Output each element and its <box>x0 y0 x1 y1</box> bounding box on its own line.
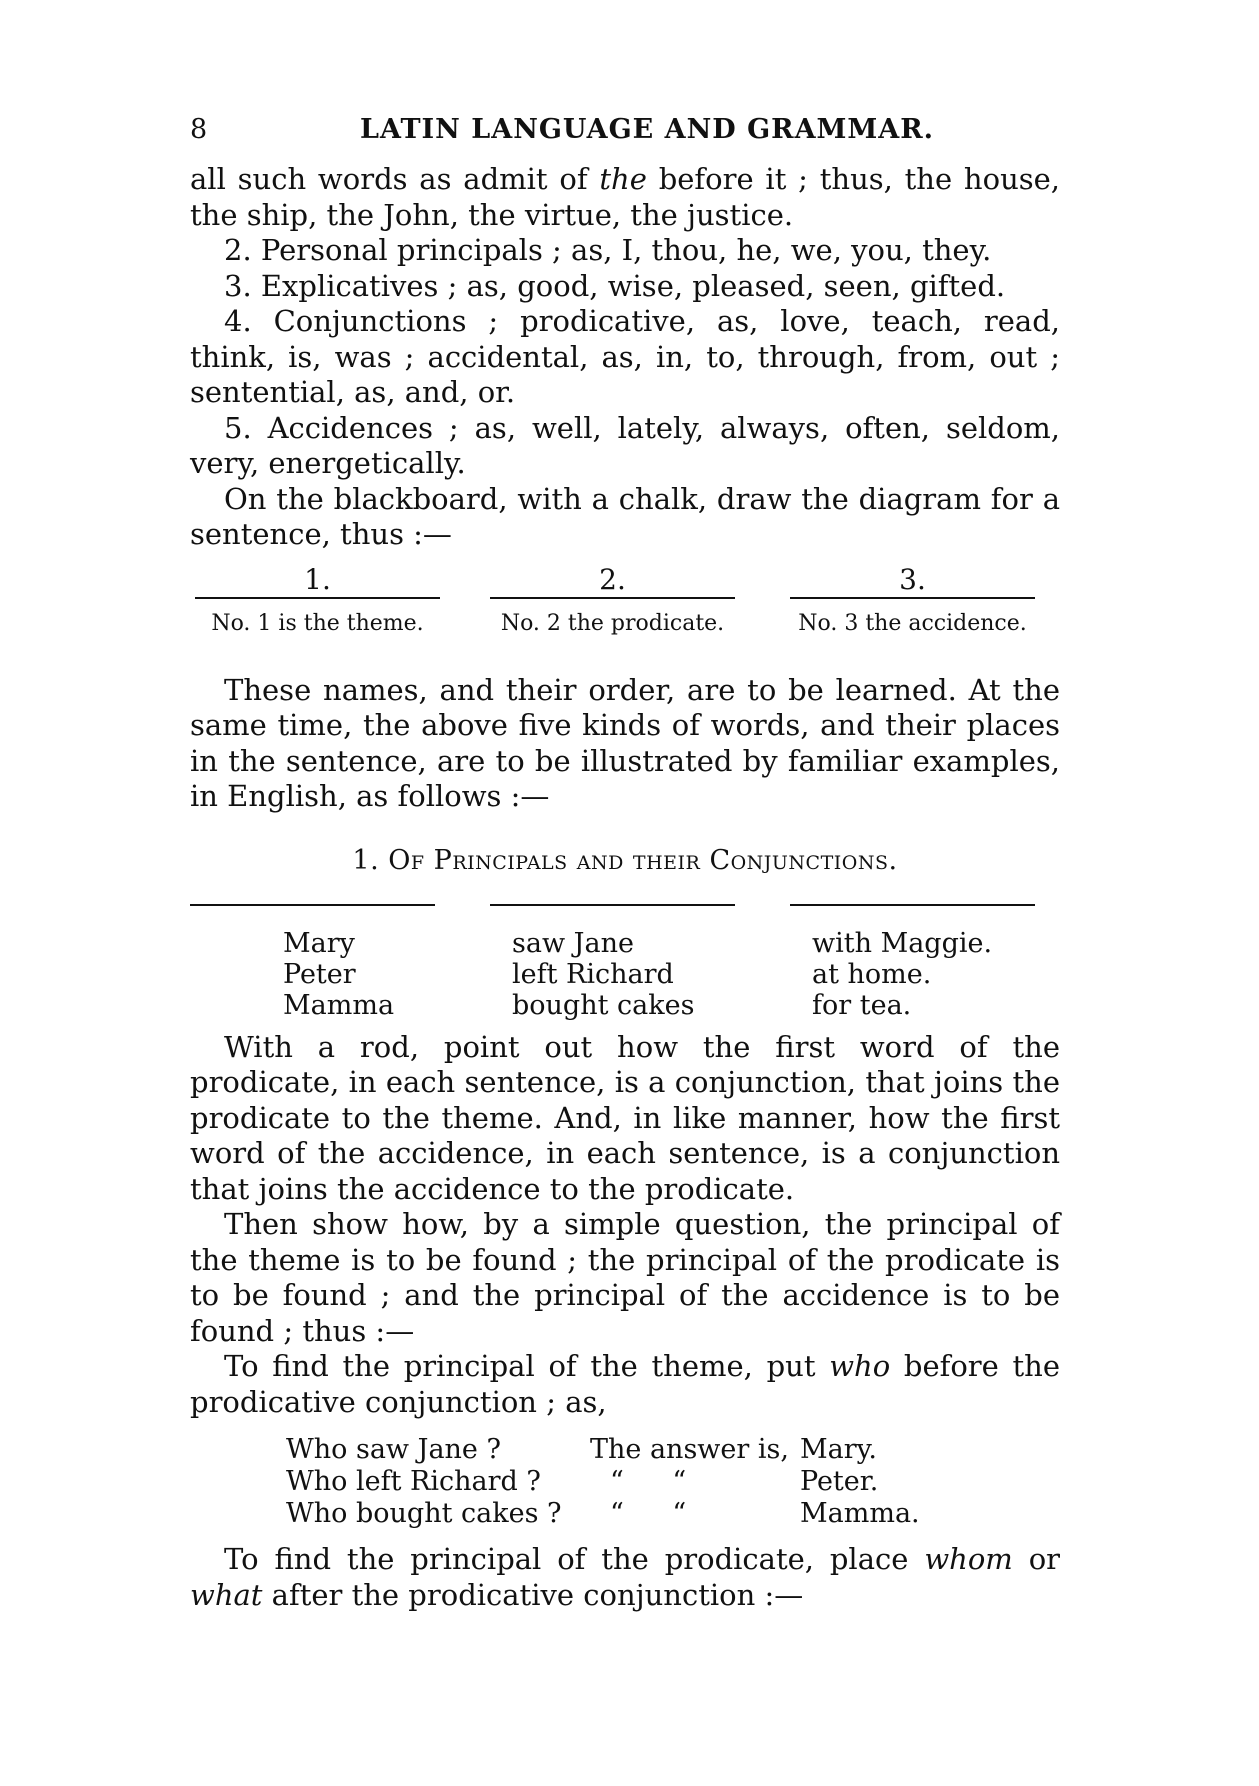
diagram-caption: No. 2 the prodicate. <box>500 610 725 636</box>
examples-line <box>790 904 1035 906</box>
prodicate-words: left Richard <box>512 958 674 990</box>
question: Who left Richard ? <box>286 1466 541 1497</box>
page-header <box>190 114 1060 154</box>
diagram-line <box>490 597 735 599</box>
theme-word: Peter <box>283 958 356 990</box>
diagram-line <box>790 597 1035 599</box>
examples-table <box>190 904 1060 1030</box>
diagram-accidence <box>785 563 1040 636</box>
emphasis-whom: whom <box>924 1542 1013 1576</box>
answer: Mamma. <box>800 1498 920 1529</box>
question: Who saw Jane ? <box>286 1434 501 1465</box>
diagram-number: 1. <box>304 562 331 596</box>
qa-row <box>190 1434 1060 1466</box>
list-item-explicatives: 3. Explicatives ; as, good, wise, pleased, seen, gifted. <box>224 268 1006 303</box>
diagram-number: 2. <box>599 562 626 596</box>
prodicate-words: bought cakes <box>512 989 695 1021</box>
examples-line <box>190 904 435 906</box>
diagram-theme <box>190 563 445 636</box>
diagram-caption: No. 3 the accidence. <box>798 610 1027 636</box>
list-item-conjunctions: 4. Conjunctions ; prodicative, as, love, teach, read, think, is, was ; accidental, as, in, to, through, from, out ; sentential, as, and, or. <box>190 304 1060 409</box>
prodicate-words: saw Jane <box>512 927 634 959</box>
book-page <box>190 114 1060 1613</box>
emphasis-what: what <box>190 1577 263 1612</box>
emphasis-the: the <box>599 162 647 196</box>
page-number: 8 <box>190 114 209 145</box>
paragraph-find-theme: To find the principal of the theme, put who before the prodicative conjunction ; as, <box>190 1349 1061 1419</box>
paragraph-the-words: all such words as admit of the before it ; thus, the house, the ship, the John, the virtue, the justice. <box>190 162 1061 232</box>
theme-word: Mary <box>283 927 355 959</box>
paragraph-find-prodicate: To find the principal of the prodicate, place whom or what after the prodicative conjunction :— <box>190 1542 1061 1612</box>
question: Who bought cakes ? <box>286 1498 562 1529</box>
emphasis-who: who <box>829 1349 891 1383</box>
list-item-personal: 2. Personal principals ; as, I, thou, he, we, you, they. <box>224 233 992 267</box>
running-title: LATIN LANGUAGE AND GRAMMAR. <box>360 114 935 145</box>
sentence-diagram <box>190 563 1060 651</box>
paragraph-simple-question: Then show how, by a simple question, the principal of the theme is to be found ; the principal of the prodicate is to be found ; and the principal of the accidence is to be found ; thus :— <box>190 1207 1060 1348</box>
diagram-line <box>195 597 440 599</box>
list-item-accidences: 5. Accidences ; as, well, lately, always, often, seldom, very, energetically. <box>190 410 1060 480</box>
accidence-words: with Maggie. <box>812 927 993 959</box>
answer-intro: The answer is, <box>590 1434 789 1465</box>
diagram-caption: No. 1 is the theme. <box>211 610 424 636</box>
qa-row <box>190 1498 1060 1530</box>
ditto-marks: “ “ <box>610 1466 687 1497</box>
accidence-words: for tea. <box>812 989 912 1021</box>
diagram-prodicate <box>485 563 740 636</box>
question-answer-list <box>190 1428 1060 1532</box>
section-title: 1. Of Principals and their Conjunctions. <box>352 844 898 876</box>
ditto-marks: “ “ <box>610 1498 687 1529</box>
answer: Mary. <box>800 1434 877 1465</box>
diagram-number: 3. <box>899 562 926 596</box>
answer: Peter. <box>800 1466 879 1497</box>
accidence-words: at home. <box>812 958 932 990</box>
paragraph-blackboard: On the blackboard, with a chalk, draw the diagram for a sentence, thus :— <box>190 481 1060 551</box>
paragraph-rod: With a rod, point out how the first word of the prodicate, in each sentence, is a conjunction, that joins the prodicate to the theme. And, in like manner, how the first word of the accidence, in each sentence, is a conjunction that joins the accidence to the prodicate. <box>190 1029 1060 1206</box>
theme-word: Mamma <box>283 989 395 1021</box>
examples-line <box>490 904 735 906</box>
qa-row <box>190 1466 1060 1498</box>
paragraph-names: These names, and their order, are to be learned. At the same time, the above five kinds of words, and their places in the sentence, are to be illustrated by familiar examples, in English, as follows :— <box>190 672 1060 813</box>
